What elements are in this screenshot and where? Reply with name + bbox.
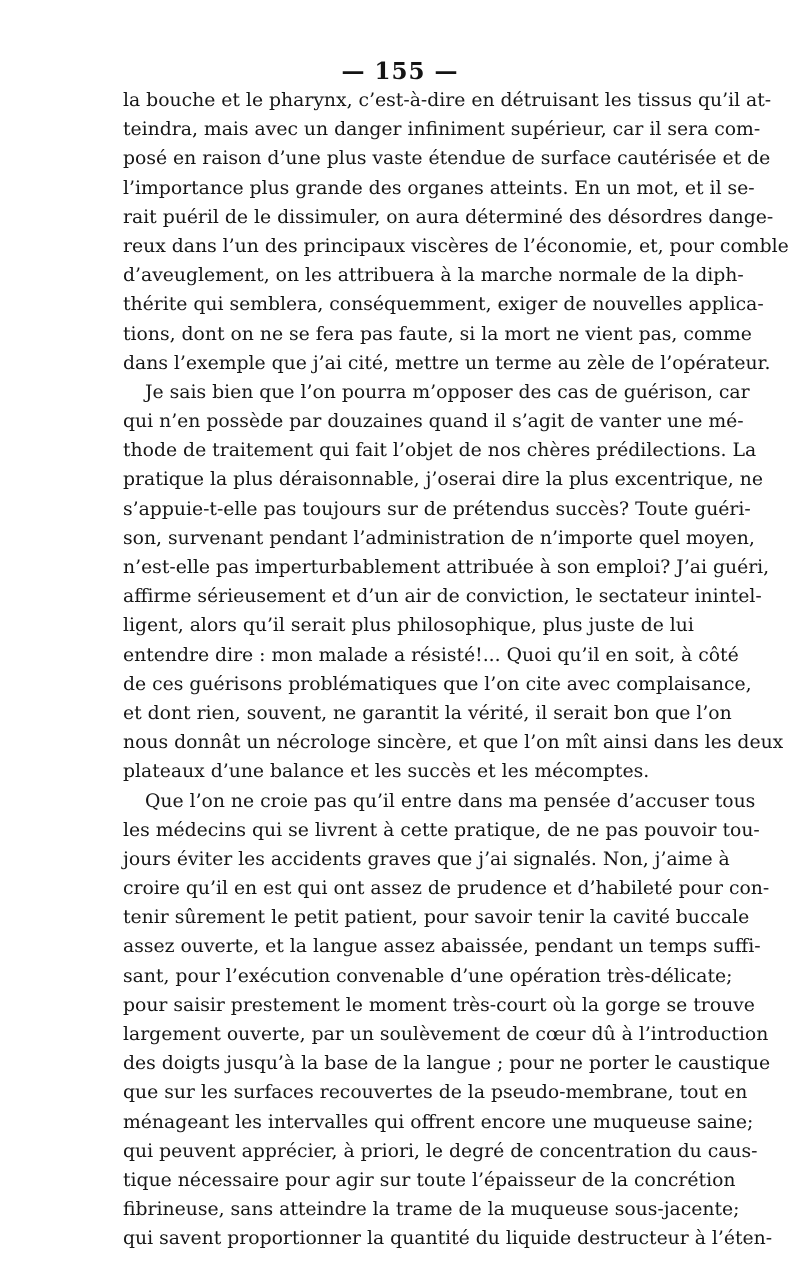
text-line: la bouche et le pharynx, c’est-à-dire en détruisant les tissus qu’il at-	[123, 90, 772, 111]
text-line: tique nécessaire pour agir sur toute l’épaisseur de la concrétion	[123, 1169, 736, 1191]
text-line: qui savent proportionner la quantité du liquide destructeur à l’éten-	[123, 1228, 773, 1250]
text-line: croire qu’il en est qui ont assez de prudence et d’habileté pour con-	[123, 878, 770, 900]
text-line: fibrineuse, sans atteindre la trame de la muqueuse sous-jacente;	[123, 1199, 740, 1221]
paragraph-1	[123, 86, 789, 378]
text-line: jours éviter les accidents graves que j’ai signalés. Non, j’aime à	[123, 848, 730, 870]
text-line: assez ouverte, et la langue assez abaissée, pendant un temps suffi-	[123, 936, 761, 958]
text-line: sant, pour l’exécution convenable d’une opération très-délicate;	[123, 965, 733, 987]
text-line: Je sais bien que l’on pourra m’opposer des cas de guérison, car	[145, 381, 750, 403]
text-line: qui n’en possède par douzaines quand il s’agit de vanter une mé-	[123, 411, 744, 433]
paragraph-2	[123, 378, 784, 787]
text-line: ligent, alors qu’il serait plus philosophique, plus juste de lui	[123, 615, 694, 637]
text-line: et dont rien, souvent, ne garantit la vérité, il serait bon que l’on	[123, 702, 732, 724]
text-line: Que l’on ne croie pas qu’il entre dans ma pensée d’accuser tous	[145, 790, 756, 812]
text-line: tions, dont on ne se fera pas faute, si la mort ne vient pas, comme	[123, 323, 752, 345]
text-line: reux dans l’un des principaux viscères de l’économie, et, pour comble	[123, 235, 789, 257]
text-line: s’appuie-t-elle pas toujours sur de prétendus succès? Toute guéri-	[123, 498, 751, 520]
page-number: — 155 —	[341, 58, 459, 85]
text-line: teindra, mais avec un danger infiniment supérieur, car il sera com-	[123, 119, 761, 141]
text-line: thode de traitement qui fait l’objet de nos chères prédilections. La	[123, 440, 757, 462]
paragraph-3	[123, 787, 773, 1254]
text-line: d’aveuglement, on les attribuera à la marche normale de la diph-	[123, 265, 744, 287]
text-line: largement ouverte, par un soulèvement de cœur dû à l’introduction	[123, 1024, 769, 1045]
text-line: dans l’exemple que j’ai cité, mettre un terme au zèle de l’opérateur.	[123, 352, 771, 374]
text-line: de ces guérisons problématiques que l’on cite avec complaisance,	[123, 673, 752, 695]
text-line: rait puéril de le dissimuler, on aura déterminé des désordres dange-	[123, 206, 774, 228]
text-line: thérite qui semblera, conséquemment, exiger de nouvelles applica-	[123, 294, 764, 316]
text-line: qui peuvent apprécier, à priori, le degré de concentration du caus-	[123, 1140, 758, 1162]
text-line: pratique la plus déraisonnable, j’oserai dire la plus excentrique, ne	[123, 469, 763, 491]
text-line: pour saisir prestement le moment très-court où la gorge se trouve	[123, 994, 755, 1016]
text-line: entendre dire : mon malade a résisté!... Quoi qu’il en soit, à côté	[123, 644, 739, 666]
text-line: des doigts jusqu’à la base de la langue ; pour ne porter le caustique	[123, 1053, 771, 1075]
body-text	[123, 86, 789, 1254]
text-line: plateaux d’une balance et les succès et les mécomptes.	[123, 761, 650, 783]
text-line: posé en raison d’une plus vaste étendue de surface cautérisée et de	[123, 148, 771, 170]
text-line: que sur les surfaces recouvertes de la pseudo-membrane, tout en	[123, 1082, 748, 1104]
text-line: l’importance plus grande des organes atteints. En un mot, et il se-	[123, 177, 755, 199]
text-line: son, survenant pendant l’administration de n’importe quel moyen,	[123, 527, 755, 549]
text-line: n’est-elle pas imperturbablement attribuée à son emploi? J’ai guéri,	[123, 557, 770, 578]
text-line: ménageant les intervalles qui offrent encore une muqueuse saine;	[123, 1111, 754, 1133]
text-line: affirme sérieusement et d’un air de conviction, le sectateur inintel-	[123, 586, 762, 608]
text-line: tenir sûrement le petit patient, pour savoir tenir la cavité buccale	[123, 907, 750, 929]
text-line: les médecins qui se livrent à cette pratique, de ne pas pouvoir tou-	[123, 819, 760, 841]
text-line: nous donnât un nécrologe sincère, et que l’on mît ainsi dans les deux	[123, 732, 784, 754]
